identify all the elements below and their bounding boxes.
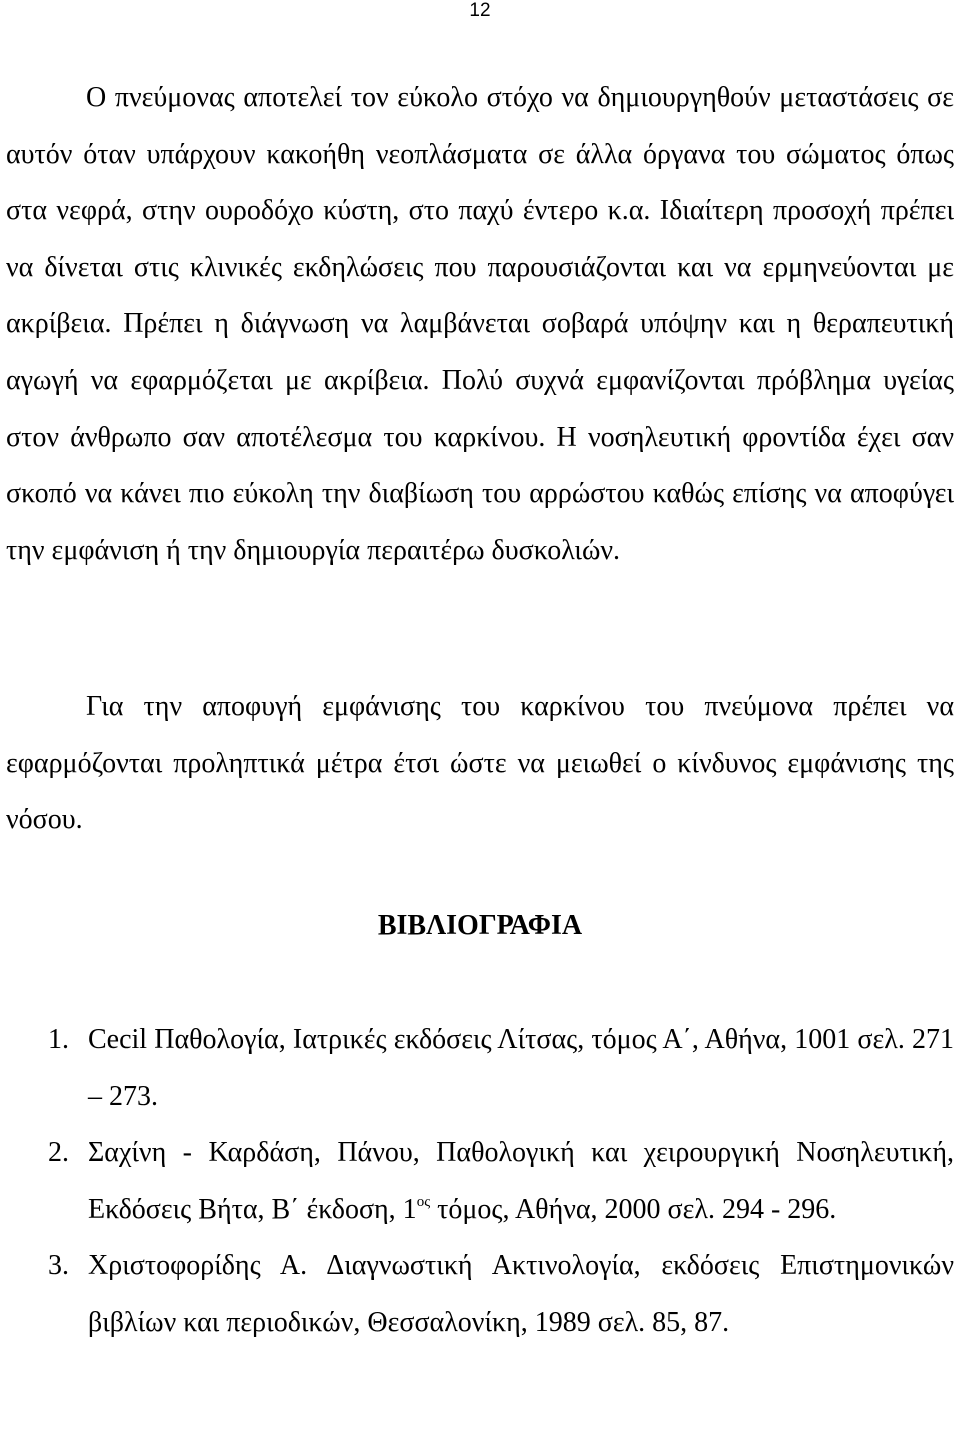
reference-number: 2.: [48, 1137, 69, 1169]
reference-text: Cecil Παθολογία, Ιατρικές εκδόσεις Λίτσας, τόμος Α΄, Αθήνα, 1001 σελ. 271 – 273.: [88, 1024, 954, 1112]
bibliography-heading: ΒΙΒΛΙΟΓΡΑΦΙΑ: [377, 910, 583, 941]
bibliography-item: [0, 1238, 960, 1351]
bibliography-list: [0, 1012, 960, 1352]
paragraph-text: Ο πνεύμονας αποτελεί τον εύκολο στόχο να δημιουργηθούν μεταστάσεις σε αυτόν όταν υπάρχουν κακοήθη νεοπλάσματα σε άλλα όργανα του σώματος όπως στα νεφρά, στην ουροδόχο κύστη, στο παχύ έντερο κ.α. Ιδιαίτερη προσοχή πρέπει να δίνεται στις κλινικές εκδηλώσεις που παρουσιάζονται και να ερμηνεύονται με ακρίβεια. Πρέπει η διάγνωση να λαμβάνεται σοβαρά υπόψην και η θεραπευτική αγωγή να εφαρμόζεται με ακρίβεια. Πολύ συχνά εμφανίζονται πρόβλημα υγείας στον άνθρωπο σαν αποτέλεσμα του καρκίνου. Η νοσηλευτική φροντίδα έχει σαν σκοπό να κάνει πιο εύκολη την διαβίωση του αρρώστου καθώς επίσης να αποφύγει την εμφάνιση ή την δημιουργία περαιτέρω δυσκολιών.: [6, 82, 954, 566]
reference-number: 1.: [48, 1024, 69, 1055]
page-number: 12: [469, 0, 491, 21]
reference-text: Χριστοφορίδης Α. Διαγνωστική Ακτινολογία, εκδόσεις Επιστημονικών βιβλίων και περιοδικών, Θεσσαλονίκη, 1989 σελ. 85, 87.: [88, 1250, 954, 1338]
reference-text: Σαχίνη - Καρδάση, Πάνου, Παθολογική και χειρουργική Νοσηλευτική, Εκδόσεις Βήτα, Β΄ έκδοση, 1: [88, 1137, 954, 1225]
paragraph-metastasis: [6, 70, 954, 579]
reference-superscript: ος: [416, 1193, 431, 1210]
reference-number: 3.: [48, 1250, 69, 1282]
bibliography-item: [0, 1125, 960, 1238]
paragraph-text: Για την αποφυγή εμφάνισης του καρκίνου του πνεύμονα πρέπει να εφαρμόζονται προληπτικά μέτρα έτσι ώστε να μειωθεί ο κίνδυνος εμφάνισης της νόσου.: [6, 691, 954, 836]
reference-text-continued: τόμος, Αθήνα, 2000 σελ. 294 - 296.: [430, 1193, 837, 1225]
paragraph-prevention: [6, 679, 954, 849]
bibliography-item: [0, 1012, 960, 1125]
